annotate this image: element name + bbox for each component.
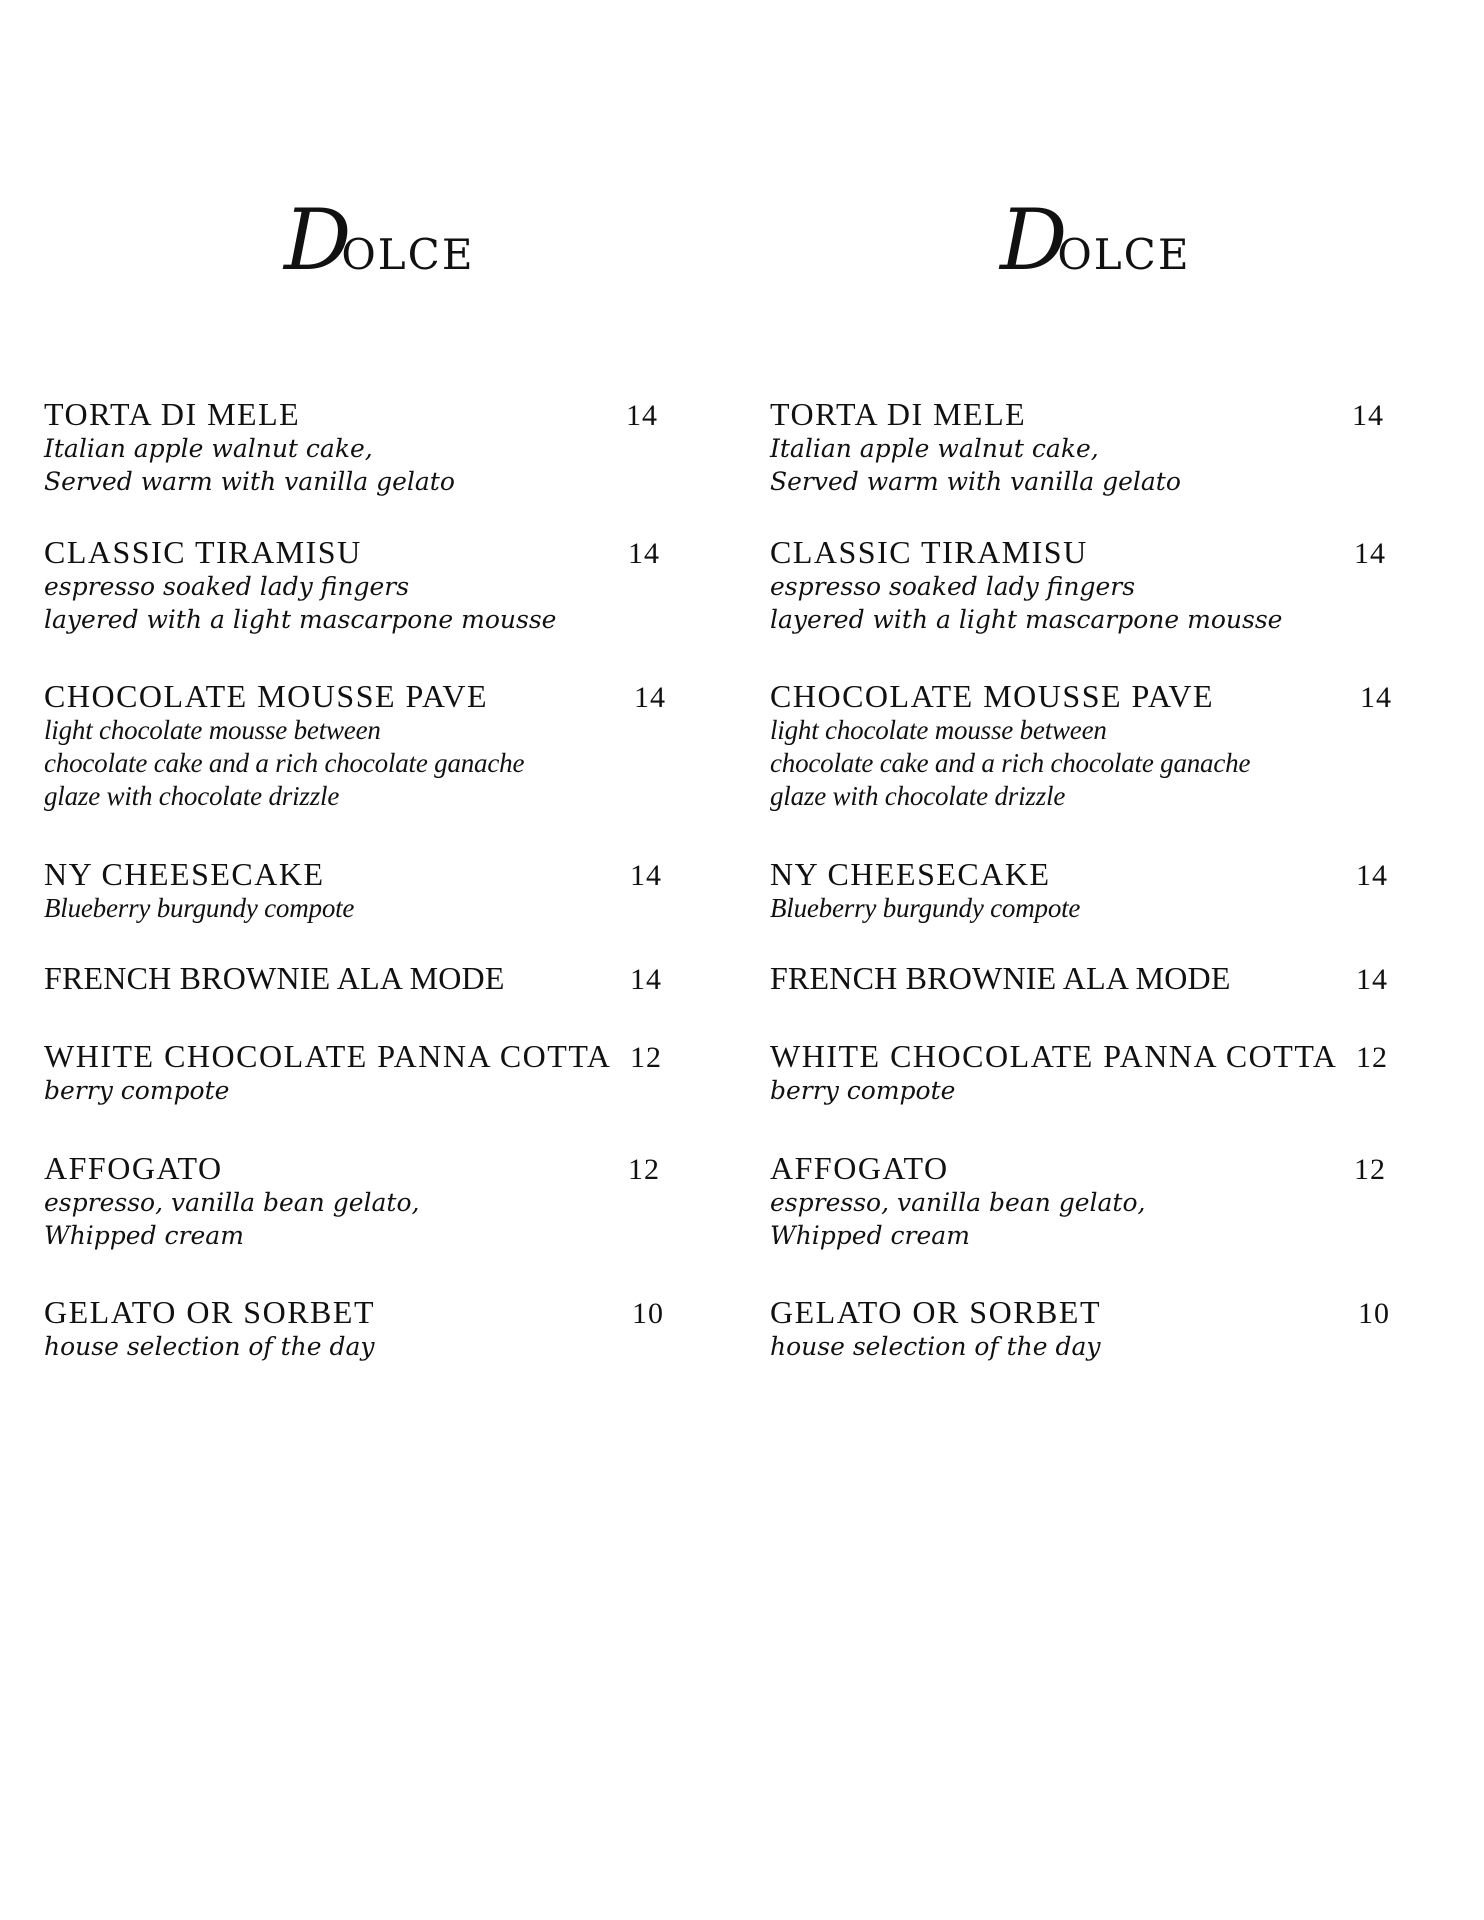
item-price: 12 [1354,1153,1386,1186]
item-description [770,714,1410,813]
item-price: 14 [628,537,660,570]
item-description-line: chocolate cake and a rich chocolate ganache [770,748,1251,778]
item-description-line: Whipped cream [44,1221,244,1250]
menu-title-initial: D [1000,191,1066,289]
item-description [44,1330,684,1363]
item-name: AFFOGATO [770,1150,949,1186]
item-description [44,714,684,813]
item-description-line: espresso soaked lady fingers [770,572,1136,601]
menu-title-initial: D [284,191,350,289]
item-description-line: glaze with chocolate drizzle [44,781,340,811]
item-description-line: layered with a light mascarpone mousse [770,605,1283,634]
menu-item-classic-tiramisu [770,534,1410,636]
item-description [44,570,684,636]
item-description-line: Italian apple walnut cake, [770,434,1099,463]
item-price: 14 [630,963,662,996]
menu-item-gelato-or-sorbet [770,1294,1410,1363]
item-description-line: light chocolate mousse between [770,715,1107,745]
item-name: CLASSIC TIRAMISU [44,534,362,570]
item-price: 14 [1356,963,1388,996]
item-description [770,1330,1410,1363]
item-name: WHITE CHOCOLATE PANNA COTTA [44,1038,612,1074]
menu-title-rest: OLCE [341,230,475,279]
item-description-line: Served warm with vanilla gelato [44,467,455,496]
item-description-line: berry compote [770,1076,956,1105]
menu-item-torta-di-mele [770,396,1410,498]
item-description-line: layered with a light mascarpone mousse [44,605,557,634]
item-description-line: Blueberry burgundy compote [44,893,355,923]
item-description-line: house selection of the day [770,1332,1101,1361]
item-description [770,432,1410,498]
item-price: 14 [1360,681,1392,714]
item-description-line: espresso soaked lady fingers [44,572,410,601]
item-description-line: berry compote [44,1076,230,1105]
item-name: CLASSIC TIRAMISU [770,534,1088,570]
item-name: NY CHEESECAKE [44,856,325,892]
item-description [44,892,684,925]
menu-item-chocolate-mousse-pave [770,678,1410,813]
menu-item-ny-cheesecake [770,856,1410,925]
item-description [44,432,684,498]
item-name: GELATO OR SORBET [770,1294,1101,1330]
menu-item-affogato [770,1150,1410,1252]
item-price: 12 [628,1153,660,1186]
item-name: GELATO OR SORBET [44,1294,375,1330]
item-price: 14 [634,681,666,714]
item-price: 14 [626,399,658,432]
item-description-line: chocolate cake and a rich chocolate ganache [44,748,525,778]
item-description [770,570,1410,636]
menu-title [1000,191,1360,308]
item-price: 12 [1356,1041,1388,1074]
menu-item-gelato-or-sorbet [44,1294,684,1363]
item-description [44,1074,684,1107]
item-name: FRENCH BROWNIE ALA MODE [770,960,1231,996]
menu-column-right [770,0,1410,1920]
item-description-line: Served warm with vanilla gelato [770,467,1181,496]
item-name: AFFOGATO [44,1150,223,1186]
menu-item-affogato [44,1150,684,1252]
item-description-line: Whipped cream [770,1221,970,1250]
menu-item-french-brownie [44,960,684,996]
item-name: NY CHEESECAKE [770,856,1051,892]
menu-item-ny-cheesecake [44,856,684,925]
item-name: CHOCOLATE MOUSSE PAVE [44,678,489,714]
item-name: WHITE CHOCOLATE PANNA COTTA [770,1038,1338,1074]
item-description-line: Italian apple walnut cake, [44,434,373,463]
item-price: 12 [630,1041,662,1074]
menu-item-classic-tiramisu [44,534,684,636]
menu-title [284,191,644,308]
item-description-line: espresso, vanilla bean gelato, [770,1188,1146,1217]
item-description [44,1186,684,1252]
item-description [770,892,1410,925]
menu-title-rest: OLCE [1057,230,1191,279]
menu-item-torta-di-mele [44,396,684,498]
item-name: TORTA DI MELE [44,396,301,432]
item-description-line: glaze with chocolate drizzle [770,781,1066,811]
item-price: 14 [630,859,662,892]
item-price: 14 [1352,399,1384,432]
item-name: CHOCOLATE MOUSSE PAVE [770,678,1215,714]
menu-item-french-brownie [770,960,1410,996]
item-description-line: Blueberry burgundy compote [770,893,1081,923]
item-name: FRENCH BROWNIE ALA MODE [44,960,505,996]
menu-item-white-chocolate-panna-cotta [770,1038,1410,1107]
item-price: 14 [1356,859,1388,892]
item-description [770,1074,1410,1107]
item-price: 14 [1354,537,1386,570]
item-description-line: light chocolate mousse between [44,715,381,745]
item-name: TORTA DI MELE [770,396,1027,432]
item-price: 10 [1358,1297,1390,1330]
item-description-line: espresso, vanilla bean gelato, [44,1188,420,1217]
item-description [770,1186,1410,1252]
menu-column-left [44,0,684,1920]
menu-item-chocolate-mousse-pave [44,678,684,813]
item-description-line: house selection of the day [44,1332,375,1361]
item-price: 10 [632,1297,664,1330]
menu-item-white-chocolate-panna-cotta [44,1038,684,1107]
